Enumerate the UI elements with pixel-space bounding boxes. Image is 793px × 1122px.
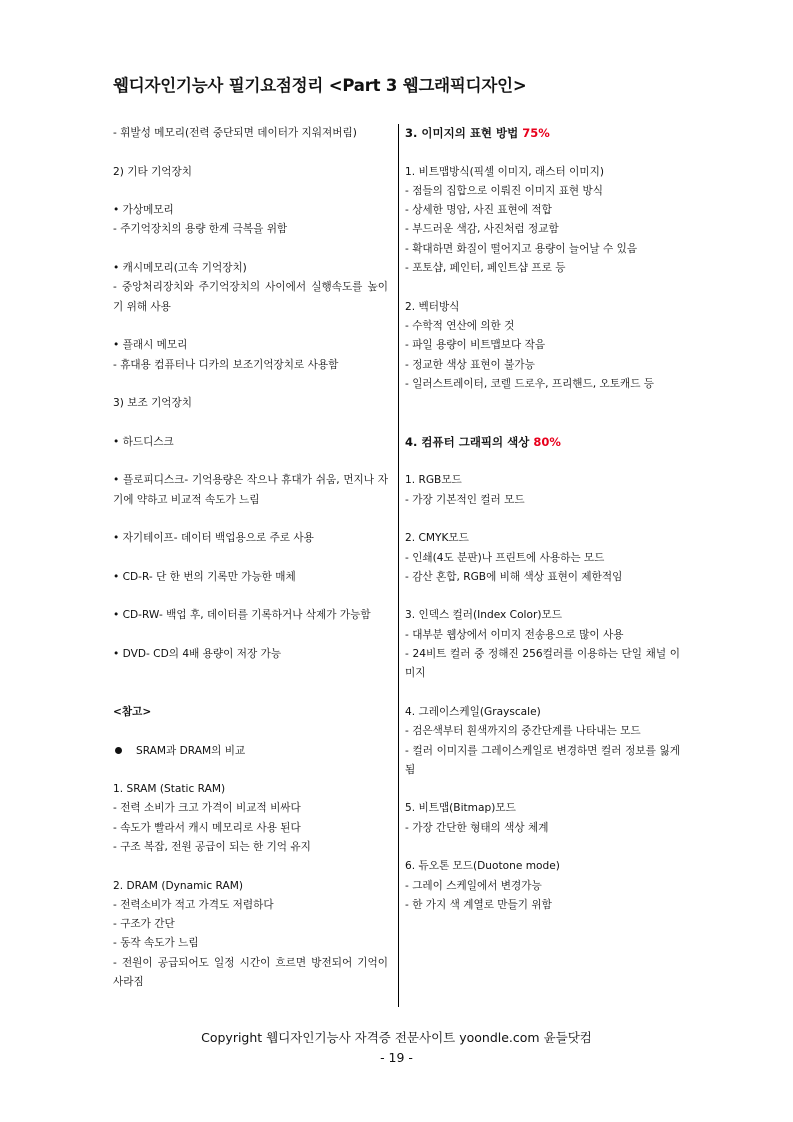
text-line: - 점들의 집합으로 이뤄진 이미지 표현 방식 bbox=[405, 184, 603, 197]
text-line: - 확대하면 화질이 떨어지고 용량이 늘어날 수 있음 bbox=[405, 242, 638, 255]
subheading: 3) 보조 기억장치 bbox=[113, 397, 193, 410]
text-line: - 수학적 연산에 의한 것 bbox=[405, 319, 515, 332]
footer-copyright: Copyright 웹디자인기능사 자격증 전문사이트 yoondle.com 윤들닷컴 bbox=[201, 1030, 592, 1045]
text-paragraph: - 일러스트레이터, 코렐 드로우, 프리핸드, 오토캐드 등 bbox=[405, 377, 655, 390]
reference-heading: <참고> bbox=[113, 705, 152, 718]
text-line: - 주기억장치의 용량 한계 극복을 위함 bbox=[113, 223, 288, 236]
text-line: - 한 가지 색 계열로 만들기 위함 bbox=[405, 898, 552, 911]
bullet-text: SRAM과 DRAM의 비교 bbox=[136, 744, 246, 757]
subheading: 2. DRAM (Dynamic RAM) bbox=[113, 879, 243, 892]
text-line: - 대부분 웹상에서 이미지 전송용으로 많이 사용 bbox=[405, 628, 624, 641]
subheading: 2. 벡터방식 bbox=[405, 300, 460, 313]
text-line: - 휴대용 컴퓨터나 디카의 보조기억장치로 사용함 bbox=[113, 358, 339, 371]
list-item: • 가상메모리 bbox=[113, 204, 174, 217]
section-percent: 80% bbox=[533, 434, 561, 449]
text-line: - 휘발성 메모리(전력 중단되면 데이터가 지워져버림) bbox=[113, 127, 357, 139]
text-paragraph: - 중앙처리장치와 주기억장치의 사이에서 실행속도를 높이기 위해 사용 bbox=[113, 281, 388, 313]
section-heading bbox=[405, 433, 680, 452]
text-line: - 그레이 스케일에서 변경가능 bbox=[405, 879, 542, 892]
text-line: - 가장 간단한 형태의 색상 체계 bbox=[405, 821, 549, 834]
subheading: 1. RGB모드 bbox=[405, 474, 462, 487]
list-item: • 자기테이프- 데이터 백업용으로 주로 사용 bbox=[113, 532, 314, 545]
section-title: 3. 이미지의 표현 방법 bbox=[405, 126, 523, 140]
text-line: - 파일 용량이 비트맵보다 작음 bbox=[405, 339, 546, 352]
text-line: - 전력소비가 적고 가격도 저렴하다 bbox=[113, 898, 274, 911]
subheading: 2. CMYK모드 bbox=[405, 532, 469, 545]
text-paragraph: - 전원이 공급되어도 일정 시간이 흐르면 방전되어 기억이 사라짐 bbox=[113, 956, 388, 989]
subheading: 6. 듀오톤 모드(Duotone mode) bbox=[405, 860, 560, 873]
text-line: - 정교한 색상 표현이 불가능 bbox=[405, 358, 535, 371]
text-line: - 포토샵, 페인터, 페인트샵 프로 등 bbox=[405, 262, 566, 275]
column-divider bbox=[398, 124, 399, 1007]
text-line: - 감산 혼합, RGB에 비해 색상 표현이 제한적임 bbox=[405, 570, 623, 583]
text-paragraph: - 컬러 이미지를 그레이스케일로 변경하면 컬러 정보를 잃게 됨 bbox=[405, 744, 680, 776]
text-line: - 부드러운 색감, 사진처럼 정교함 bbox=[405, 223, 559, 236]
text-line: - 구조 복잡, 전원 공급이 되는 한 기억 유지 bbox=[113, 840, 311, 853]
section-heading bbox=[405, 124, 680, 143]
list-item: • 플로피디스크- 기억용량은 작으나 휴대가 쉬움, 먼지나 자기에 약하고 비교적 속도가 느림 bbox=[113, 474, 388, 506]
bullet-item bbox=[113, 742, 388, 761]
list-item: • CD-R- 단 한 번의 기록만 가능한 매체 bbox=[113, 570, 296, 583]
subheading: 1. SRAM (Static RAM) bbox=[113, 783, 226, 796]
list-item: • DVD- CD의 4배 용량이 저장 가능 bbox=[113, 648, 282, 661]
subheading: 5. 비트맵(Bitmap)모드 bbox=[405, 802, 516, 815]
list-item: • 플래시 메모리 bbox=[113, 339, 188, 352]
list-item: • CD-RW- 백업 후, 데이터를 기록하거나 삭제가 가능함 bbox=[113, 609, 371, 622]
section-title: 4. 컴퓨터 그래픽의 색상 bbox=[405, 434, 534, 449]
list-item: • 하드디스크 bbox=[113, 435, 174, 448]
section-percent: 75% bbox=[522, 126, 550, 140]
bullet-dot-icon bbox=[115, 747, 122, 754]
subheading: 4. 그레이스케일(Grayscale) bbox=[405, 705, 541, 718]
text-line: - 가장 기본적인 컬러 모드 bbox=[405, 493, 525, 506]
page-title: 웹디자인기능사 필기요점정리 <Part 3 웹그래픽디자인> bbox=[113, 76, 527, 95]
text-paragraph: - 24비트 컬러 중 정해진 256컬러를 이용하는 단일 채널 이미지 bbox=[405, 648, 680, 680]
list-item: • 캐시메모리(고속 기억장치) bbox=[113, 262, 247, 275]
text-line: - 전력 소비가 크고 가격이 비교적 비싸다 bbox=[113, 802, 301, 815]
text-line: - 동작 속도가 느림 bbox=[113, 937, 199, 950]
text-line: - 상세한 명암, 사진 표현에 적합 bbox=[405, 204, 552, 217]
text-line: - 속도가 빨라서 캐시 메모리로 사용 된다 bbox=[113, 821, 301, 834]
subheading: 1. 비트맵방식(픽셀 이미지, 래스터 이미지) bbox=[405, 165, 604, 178]
subheading: 2) 기타 기억장치 bbox=[113, 165, 193, 178]
left-column bbox=[113, 124, 388, 992]
right-column bbox=[405, 124, 680, 915]
subheading: 3. 인덱스 컬러(Index Color)모드 bbox=[405, 609, 562, 622]
text-line: - 인쇄(4도 분판)나 프린트에 사용하는 모드 bbox=[405, 551, 605, 564]
page-number: - 19 - bbox=[380, 1050, 413, 1065]
text-line: - 구조가 간단 bbox=[113, 918, 175, 931]
text-line: - 검은색부터 흰색까지의 중간단계를 나타내는 모드 bbox=[405, 725, 641, 738]
